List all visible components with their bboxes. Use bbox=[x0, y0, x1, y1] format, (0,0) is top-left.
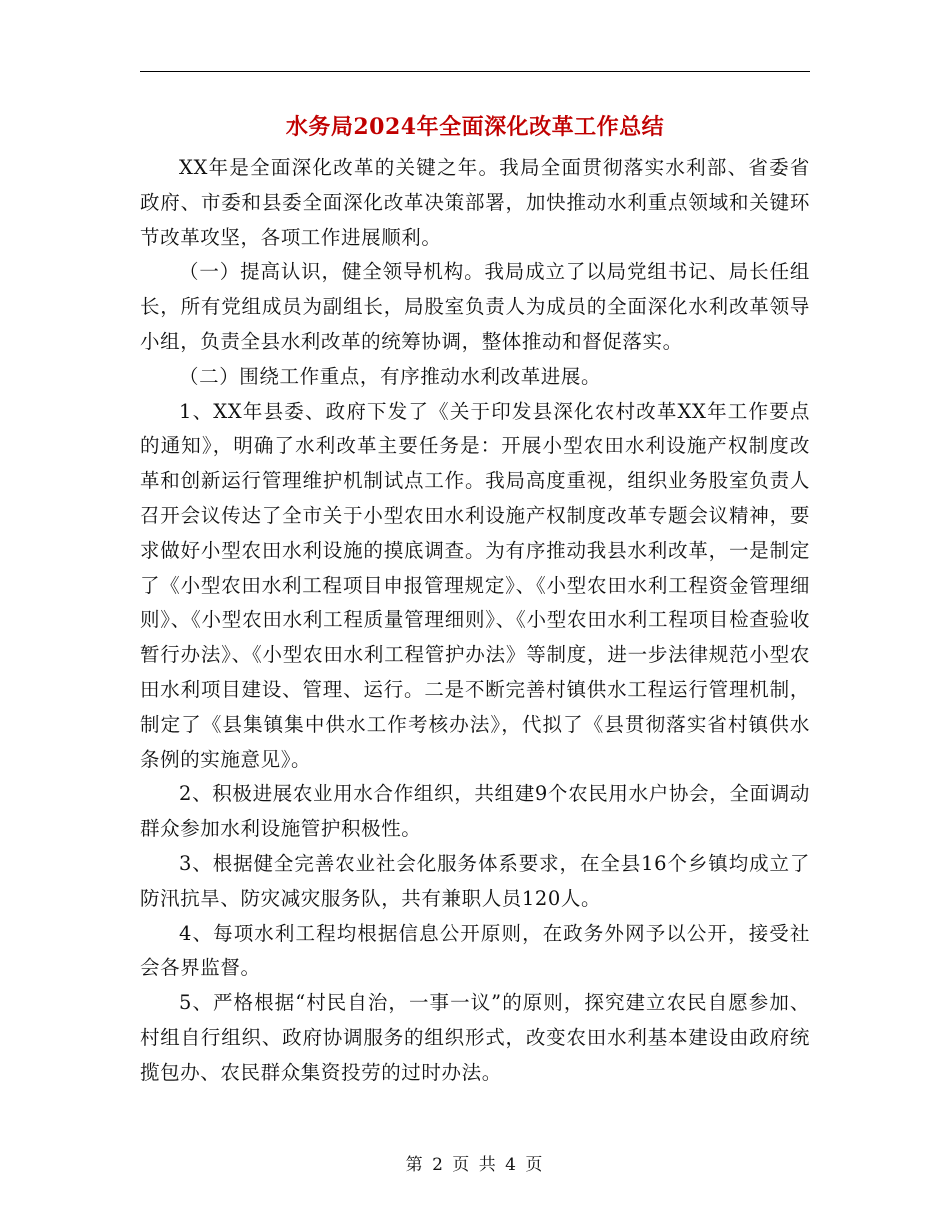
paragraph-section-2: （二）围绕工作重点，有序推动水利改革进展。 bbox=[179, 364, 602, 388]
paragraph-item-1: 1、XX年县委、政府下发了《关于印发县深化农村改革XX年工作要点的通知》，明确了水利改革主要任务是：开展小型农田水利设施产权制度改革和创新运行管理维护机制试点工作。我局高度重视，组织业务股室负责人召开会议传达了全市关于小型农田水利设施产权制度改革专题会议精神，要求做好小型农田水利设施的摸底调查。为有序推动我县水利改革，一是制定了《小型农田水利工程项目申报管理规定》、《小型农田水利工程资金管理细则》、《小型农田水利工程质量管理细则》、《小型农田水利工程项目检查验收暂行办法》、《小型农田水利工程管护办法》等制度，进一步法律规范小型农田水利项目建设、管理、运行。二是不断完善村镇供水工程运行管理机制，制定了《县集镇集中供水工作考核办法》，代拟了《县贯彻落实省村镇供水条例的实施意见》。 bbox=[140, 399, 810, 771]
paragraph-item-5: 5、严格根据“村民自治，一事一议”的原则，探究建立农民自愿参加、村组自行组织、政府协调服务的组织形式，改变农田水利基本建设由政府统揽包办、农民群众集资投劳的过时办法。 bbox=[140, 991, 810, 1084]
paragraph-item-2: 2、积极进展农业用水合作组织，共组建9个农民用水户协会，全面调动群众参加水利设施管护积极性。 bbox=[140, 782, 810, 841]
header-rule bbox=[140, 71, 810, 72]
page-number: 第 2 页 共 4 页 bbox=[405, 1155, 545, 1175]
paragraph-intro: XX年是全面深化改革的关键之年。我局全面贯彻落实水利部、省委省政府、市委和县委全面深化改革决策部署，加快推动水利重点领域和关键环节改革攻坚，各项工作进展顺利。 bbox=[140, 156, 810, 249]
paragraph-item-4: 4、每项水利工程均根据信息公开原则，在政务外网予以公开，接受社会各界监督。 bbox=[140, 921, 810, 980]
document-title: 水务局2024年全面深化改革工作总结 bbox=[285, 114, 665, 140]
document-body bbox=[140, 151, 810, 1091]
paragraph-item-3: 3、根据健全完善农业社会化服务体系要求，在全县16个乡镇均成立了防汛抗旱、防灾减灾服务队，共有兼职人员120人。 bbox=[140, 851, 810, 910]
paragraph-section-1: （一）提高认识，健全领导机构。我局成立了以局党组书记、局长任组长，所有党组成员为副组长，局股室负责人为成员的全面深化水利改革领导小组，负责全县水利改革的统筹协调，整体推动和督促落实。 bbox=[140, 260, 810, 353]
